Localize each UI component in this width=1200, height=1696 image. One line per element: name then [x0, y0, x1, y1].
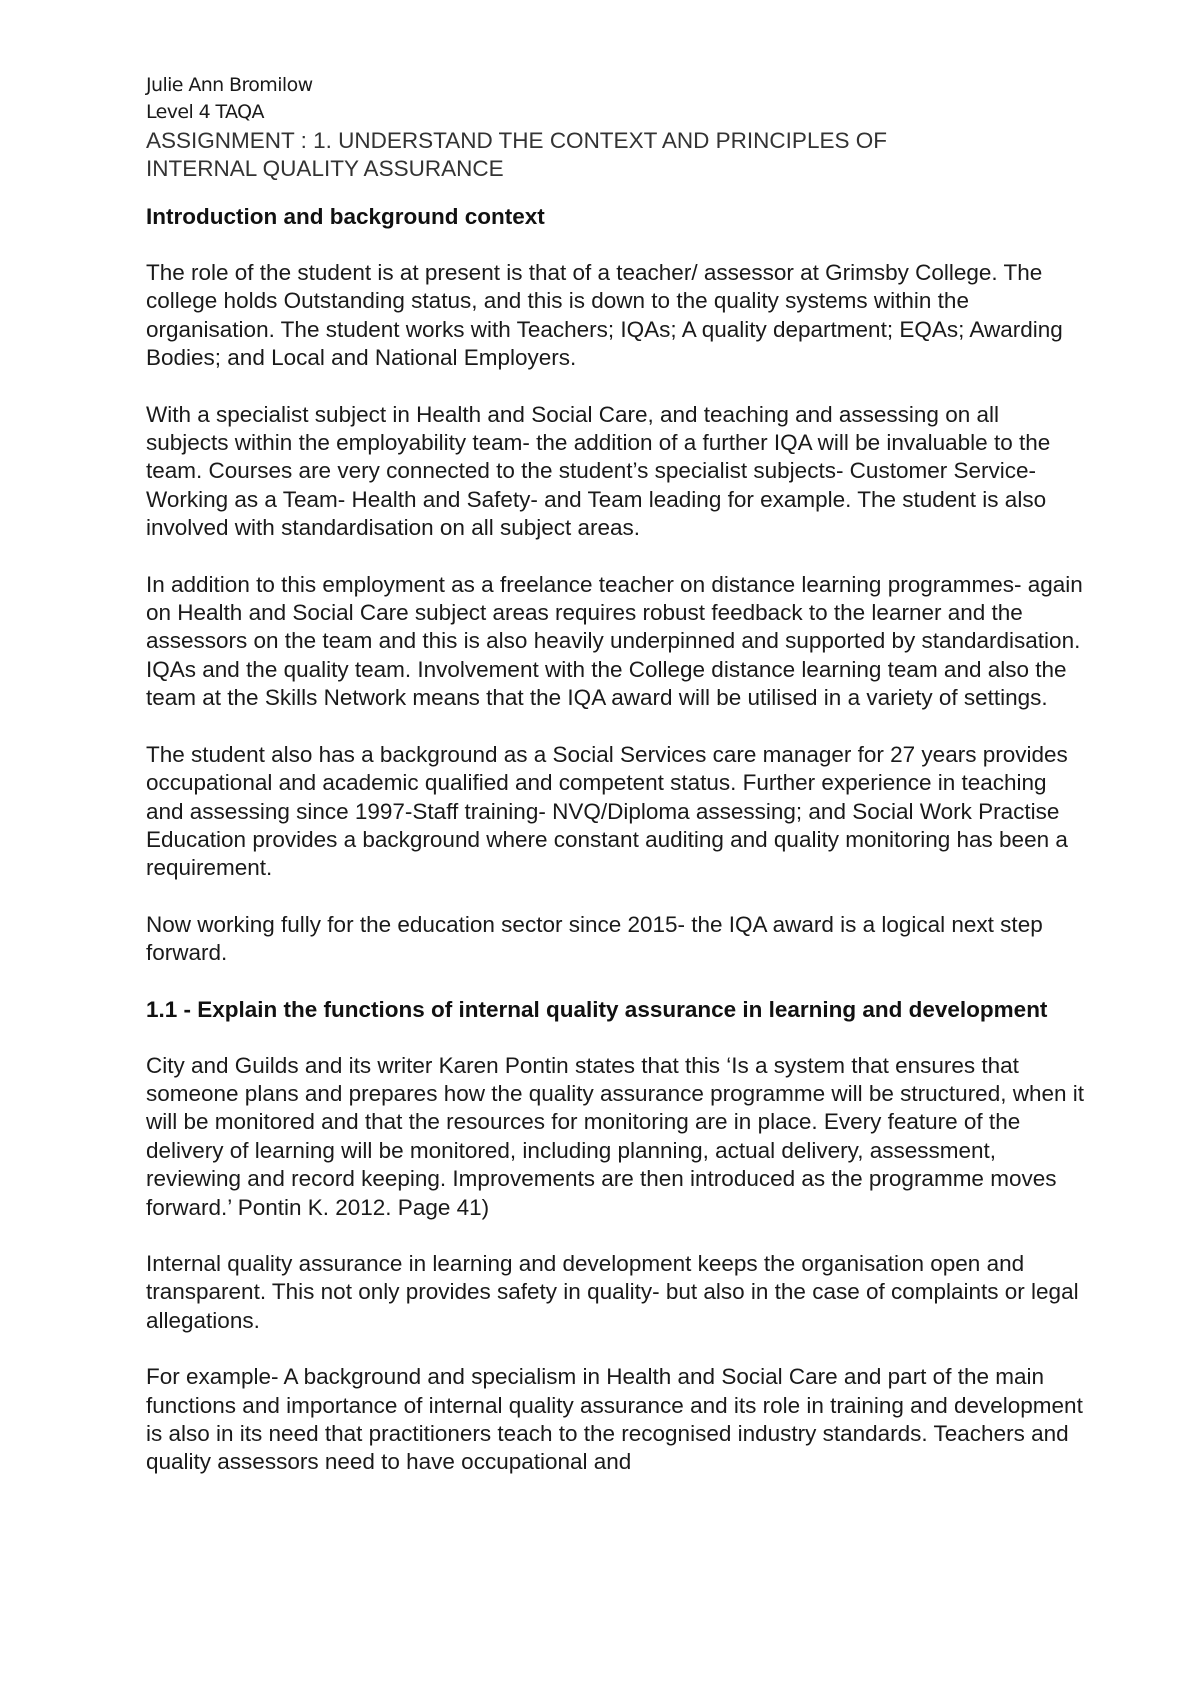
- intro-paragraph: Now working fully for the education sector since 2015- the IQA award is a logical next step forward.: [146, 911, 1043, 966]
- intro-paragraph: In addition to this employment as a freelance teacher on distance learning programmes- again on Health and Social Care subject areas requires robust feedback to the learner and the assessors on the team and this is also heavily underpinned and supported by standardisation. IQAs and the quality team. Involvement with the College distance learning team and also the team at the Skills Network means that the IQA award will be utilised in a variety of settings.: [146, 571, 1083, 711]
- document-page: [146, 72, 1086, 1477]
- intro-paragraph: The student also has a background as a Social Services care manager for 27 years provides occupational and academic qualified and competent status. Further experience in teaching and assessing since 1997-Staff training- NVQ/Diploma assessing; and Social Work Practise Education provides a background where constant auditing and quality monitoring has been a requirement.: [146, 741, 1068, 881]
- assignment-title-line-1: ASSIGNMENT : 1. UNDERSTAND THE CONTEXT AND PRINCIPLES OF: [146, 128, 887, 153]
- course-level: Level 4 TAQA: [146, 101, 264, 123]
- intro-paragraph: The role of the student is at present is that of a teacher/ assessor at Grimsby College. The college holds Outstanding status, and this is down to the quality systems within the organisation. The student works with Teachers; IQAs; A quality department; EQAs; Awarding Bodies; and Local and National Employers.: [146, 260, 1063, 371]
- section-paragraph: For example- A background and specialism in Health and Social Care and part of the main functions and importance of internal quality assurance and its role in training and development is also in its need that practitioners teach to the recognised industry standards. Teachers and quality assessors need to have occupational and: [146, 1364, 1083, 1475]
- intro-paragraph: With a specialist subject in Health and Social Care, and teaching and assessing on all subjects within the employability team- the addition of a further IQA will be invaluable to the team. Courses are very connected to the student’s specialist subjects- Customer Service- Working as a Team- Health and Safety- and Team leading for example. The student is also involved with standardisation on all subject areas.: [146, 401, 1051, 541]
- assignment-title-line-2: INTERNAL QUALITY ASSURANCE: [146, 156, 504, 181]
- assignment-title: [146, 127, 1086, 183]
- section-paragraph: City and Guilds and its writer Karen Pontin states that this ‘Is a system that ensures that someone plans and prepares how the quality assurance programme will be structured, when it will be monitored and that the resources for monitoring are in place. Every feature of the delivery of learning will be monitored, including planning, actual delivery, assessment, reviewing and record keeping. Improvements are then introduced as the programme moves forward.’ Pontin K. 2012. Page 41): [146, 1052, 1085, 1220]
- intro-heading: Introduction and background context: [146, 204, 545, 229]
- section-paragraph: Internal quality assurance in learning and development keeps the organisation open and transparent. This not only provides safety in quality- but also in the case of complaints or legal allegations.: [146, 1250, 1079, 1333]
- section-1-1-heading: 1.1 - Explain the functions of internal quality assurance in learning and development: [146, 996, 1048, 1022]
- author-name: Julie Ann Bromilow: [146, 74, 313, 96]
